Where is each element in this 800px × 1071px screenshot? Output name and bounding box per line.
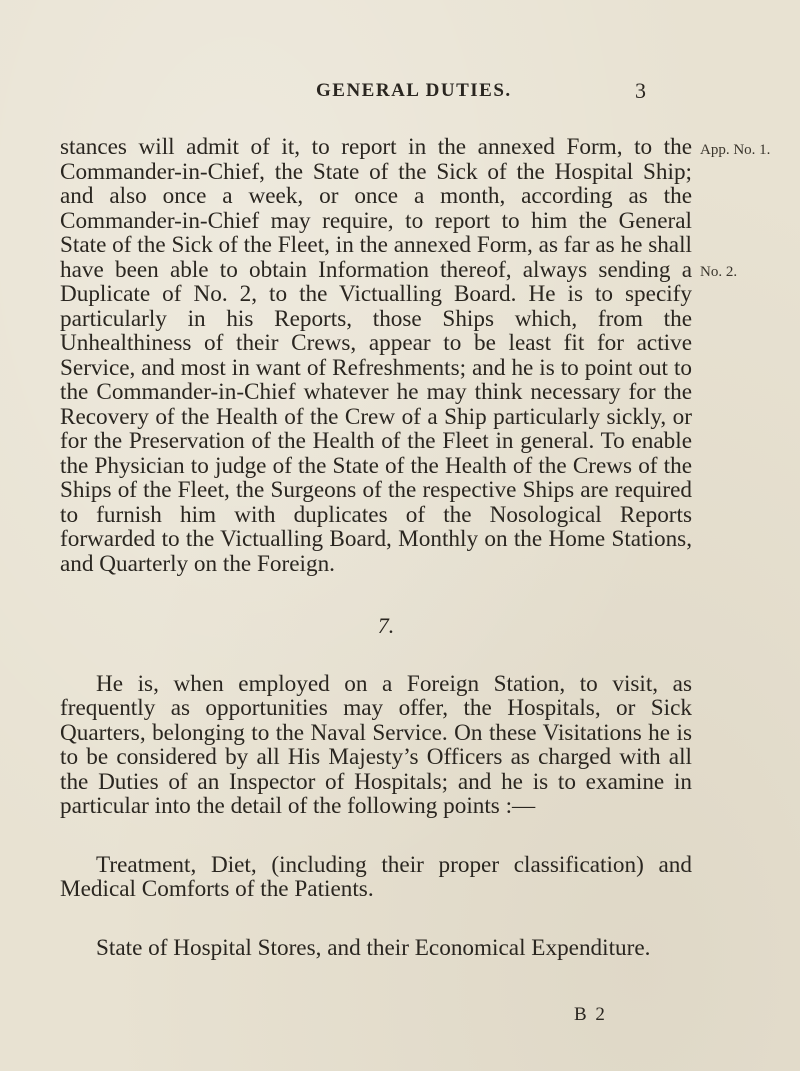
running-title: GENERAL DUTIES. [316,80,512,101]
signature-mark: B 2 [574,1004,607,1025]
paragraph-treatment: Treatment, Diet, (including their proper classification) and Medical Comforts of the Patients. [60,851,692,902]
paragraph-foreign-station: He is, when employed on a Foreign Station, to visit, as frequently as opportunities may offer, the Hospitals, or Sick Quarters, belonging to the Naval Service. On these Visitations he is to be considered by all His Majesty’s Officers as charged with all the Duties of an Inspector of Hospitals; and he is to examine in particular into the detail of the following points :— [60,670,692,819]
margin-note-app-no-1: App. No. 1. [700,142,771,158]
page-number: 3 [635,78,646,103]
section-number: 7. [377,613,395,638]
margin-note-no-2: No. 2. [700,264,738,280]
paragraph-continued: stances will admit of it, to report in the annexed Form, to the Commander-in-Chief, the State of the Sick of the Hospital Ship; and also once a week, or once a month, according as the Commander-in-Chief may require, to report to him the General State of the Sick of the Fleet, in the annexed Form, as far as he shall have been able to obtain Information thereof, always sending a Duplicate of No. 2, to the Victualling Board. He is to specify particularly in his Reports, those Ships which, from the Unhealthiness of their Crews, appear to be least fit for active Service, and most in want of Refreshments; and he is to point out to the Commander-in-Chief whatever he may think necessary for the Recovery of the Health of the Crew of a Ship particularly sickly, or for the Preservation of the Health of the Fleet in general. To enable the Physician to judge of the State of the Health of the Crews of the Ships of the Fleet, the Surgeons of the respective Ships are required to furnish him with duplicates of the Nosological Reports forwarded to the Victualling Board, Monthly on the Home Stations, and Quarterly on the Foreign. [60,134,692,577]
body-text [60,135,692,960]
paragraph-hospital-stores: State of Hospital Stores, and their Economical Expenditure. [96,934,651,961]
running-head [0,80,800,110]
